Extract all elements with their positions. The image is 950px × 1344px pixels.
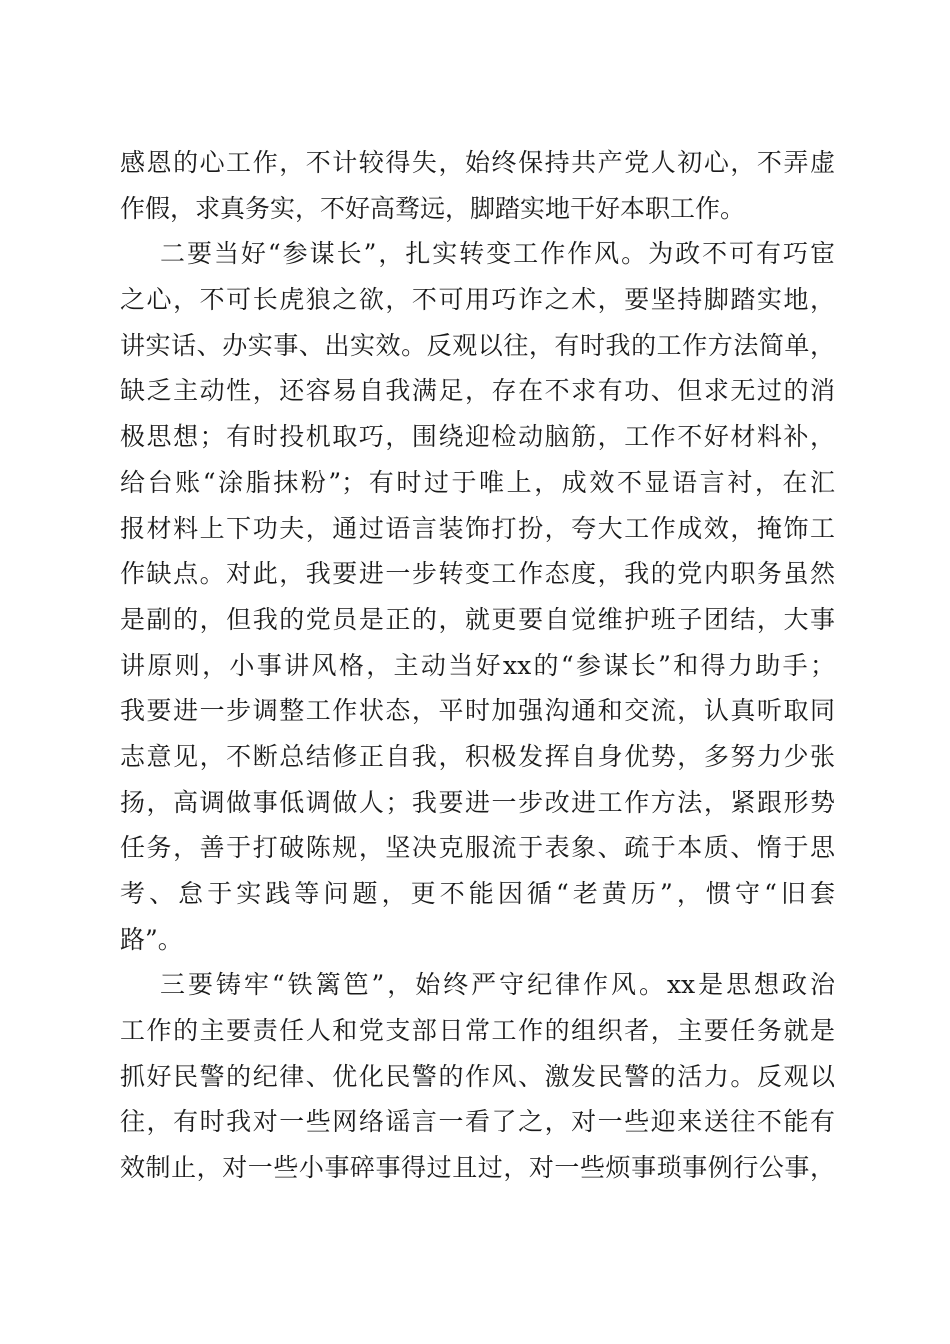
document-body — [120, 140, 835, 1191]
paragraph-start-line: 二要当好“参谋长”，扎实转变工作作风。为政不可有巧宦 — [160, 239, 835, 269]
text-line: 工作的主要责任人和党支部日常工作的组织者，主要任务就是 — [120, 1016, 835, 1046]
text-line: 我要进一步调整工作状态，平时加强沟通和交流，认真听取同 — [120, 696, 835, 726]
text-line: 志意见，不断总结修正自我，积极发挥自身优势，多努力少张 — [120, 741, 835, 771]
text-line: 作假，求真务实，不好高骛远，脚踏实地干好本职工作。 — [120, 193, 746, 223]
text-line: 考、怠于实践等问题，更不能因循“老黄历”，惯守“旧套 — [120, 879, 835, 908]
text-line: 缺乏主动性，还容易自我满足，存在不求有功、但求无过的消 — [120, 376, 835, 406]
text-line: 作缺点。对此，我要进一步转变工作态度，我的党内职务虽然 — [120, 559, 835, 589]
text-line: 讲原则，小事讲风格，主动当好xx的“参谋长”和得力助手； — [120, 650, 835, 680]
text-line: 效制止，对一些小事碎事得过且过，对一些烦事琐事例行公事， — [120, 1153, 835, 1183]
text-line: 极思想；有时投机取巧，围绕迎检动脑筋，工作不好材料补， — [120, 422, 835, 452]
text-line: 路”。 — [120, 924, 183, 954]
text-line: 报材料上下功夫，通过语言装饰打扮，夸大工作成效，掩饰工 — [120, 513, 835, 543]
text-line: 是副的，但我的党员是正的，就更要自觉维护班子团结，大事 — [120, 604, 835, 634]
text-line: 任务，善于打破陈规，坚决克服流于表象、疏于本质、惰于思 — [120, 833, 835, 863]
paragraph-start-line: 三要铸牢“铁篱笆”，始终严守纪律作风。xx是思想政治 — [160, 970, 835, 1000]
text-line: 扬，高调做事低调做人；我要进一步改进工作方法，紧跟形势 — [120, 787, 835, 817]
text-line: 讲实话、办实事、出实效。反观以往，有时我的工作方法简单， — [120, 330, 835, 360]
text-line: 感恩的心工作，不计较得失，始终保持共产党人初心，不弄虚 — [120, 148, 835, 177]
text-line: 给台账“涂脂抹粉”；有时过于唯上，成效不显语言衬，在汇 — [120, 467, 835, 497]
text-line: 往，有时我对一些网络谣言一看了之，对一些迎来送往不能有 — [120, 1107, 835, 1137]
text-line: 之心，不可长虎狼之欲，不可用巧诈之术，要坚持脚踏实地， — [120, 285, 835, 315]
text-line: 抓好民警的纪律、优化民警的作风、激发民警的活力。反观以 — [120, 1061, 835, 1091]
